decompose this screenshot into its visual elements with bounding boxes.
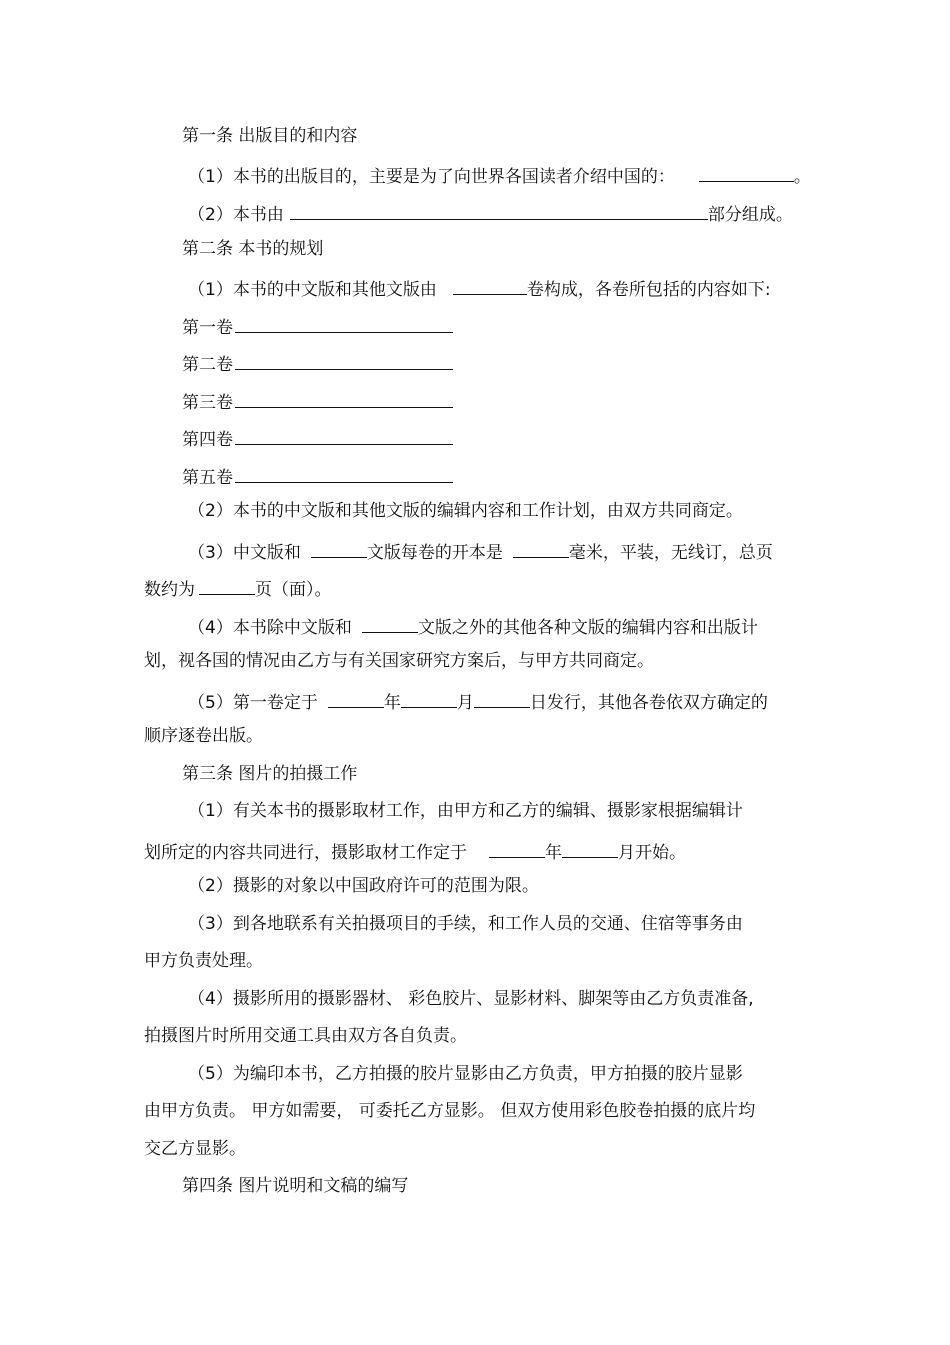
blank-field[interactable] (290, 200, 708, 220)
text: 文版之外的其他各种文版的编辑内容和出版计 (417, 618, 758, 638)
article-2-item-5 (188, 688, 768, 712)
blank-field[interactable] (235, 388, 453, 408)
article-3-item-4-cont: 拍摄图片时所用交通工具由双方各自负责。 (144, 1026, 467, 1046)
article-1-item-1 (188, 162, 811, 186)
text: 划所定的内容共同进行，摄影取材工作定于 (144, 843, 467, 863)
text: （2）本书由 (188, 205, 284, 225)
text: 页（面）。 (255, 580, 332, 600)
article-1-item-2 (188, 200, 793, 224)
blank-field[interactable] (235, 313, 453, 333)
text: 毫米，平装，无线订，总页 (568, 543, 773, 563)
blank-field[interactable] (235, 350, 453, 370)
article-3-item-4: （4）摄影所用的摄影器材、 彩色胶片、显影材料、脚架等由乙方负责准备, (188, 989, 754, 1009)
volume-label: 第一卷 (182, 318, 233, 338)
blank-field[interactable] (489, 838, 545, 858)
volume-3 (182, 388, 453, 412)
article-1-title: 第一条 出版目的和内容 (182, 126, 358, 146)
text: 卷构成，各卷所包括的内容如下: (526, 280, 771, 300)
text: 日发行，其他各卷依双方确定的 (529, 693, 768, 713)
blank-field[interactable] (699, 162, 794, 182)
blank-field[interactable] (311, 538, 367, 558)
article-3-item-3: （3）到各地联系有关拍摄项目的手续，和工作人员的交通、住宿等事务由 (188, 914, 743, 934)
article-3-item-1: （1）有关本书的摄影取材工作，由甲方和乙方的编辑、摄影家根据编辑计 (188, 801, 743, 821)
text: 年 (383, 693, 401, 713)
text: 部分组成。 (707, 205, 793, 225)
article-3-item-5-cont: 由甲方负责。 甲方如需要， 可委托乙方显影。 但双方使用彩色胶卷拍摄的底片均 (144, 1101, 756, 1121)
volume-4 (182, 425, 453, 449)
article-3-item-3-cont: 甲方负责处理。 (144, 951, 263, 971)
article-2-item-4 (188, 613, 758, 637)
volume-label: 第四卷 (182, 430, 233, 450)
text: （3）中文版和 (188, 543, 301, 563)
article-2-item-2: （2）本书的中文版和其他文版的编辑内容和工作计划，由双方共同商定。 (188, 501, 743, 521)
article-2-item-4-cont: 划，视各国的情况由乙方与有关国家研究方案后，与甲方共同商定。 (144, 651, 654, 671)
volume-2 (182, 350, 453, 374)
blank-field[interactable] (199, 575, 255, 595)
article-3-item-5: （5）为编印本书，乙方拍摄的胶片显影由乙方负责，甲方拍摄的胶片显影 (188, 1064, 743, 1084)
blank-field[interactable] (362, 613, 418, 633)
article-2-title: 第二条 本书的规划 (182, 239, 324, 259)
blank-field[interactable] (328, 688, 384, 708)
volume-1 (182, 313, 453, 337)
text: （1）本书的中文版和其他文版由 (188, 280, 437, 300)
text: 月开始。 (618, 843, 686, 863)
text: 年 (545, 843, 562, 863)
text: 数约为 (144, 580, 195, 600)
article-2-item-3 (188, 538, 773, 562)
article-2-item-1 (188, 275, 771, 299)
volume-label: 第二卷 (182, 355, 233, 375)
text: （4）本书除中文版和 (188, 618, 352, 638)
volume-5 (182, 463, 453, 487)
article-4-title: 第四条 图片说明和文稿的编写 (182, 1176, 409, 1196)
blank-field[interactable] (235, 425, 453, 445)
blank-field[interactable] (401, 688, 457, 708)
volume-label: 第五卷 (182, 468, 233, 488)
blank-field[interactable] (562, 838, 618, 858)
article-3-item-1-cont (144, 838, 686, 862)
text: （5）第一卷定于 (188, 693, 318, 713)
text: 月 (456, 693, 474, 713)
article-3-item-5-cont2: 交乙方显影。 (144, 1139, 246, 1159)
article-3-title: 第三条 图片的拍摄工作 (182, 764, 358, 784)
text: 文版每卷的开本是 (366, 543, 503, 563)
blank-field[interactable] (235, 463, 453, 483)
text: 。 (793, 167, 811, 187)
blank-field[interactable] (453, 275, 527, 295)
blank-field[interactable] (474, 688, 530, 708)
volume-label: 第三卷 (182, 393, 233, 413)
article-2-item-5-cont: 顺序逐卷出版。 (144, 726, 263, 746)
article-2-item-3-cont (144, 575, 332, 599)
text: （1）本书的出版目的，主要是为了向世界各国读者介绍中国的： (188, 167, 675, 187)
article-3-item-2: （2）摄影的对象以中国政府许可的范围为限。 (188, 876, 539, 896)
blank-field[interactable] (513, 538, 569, 558)
